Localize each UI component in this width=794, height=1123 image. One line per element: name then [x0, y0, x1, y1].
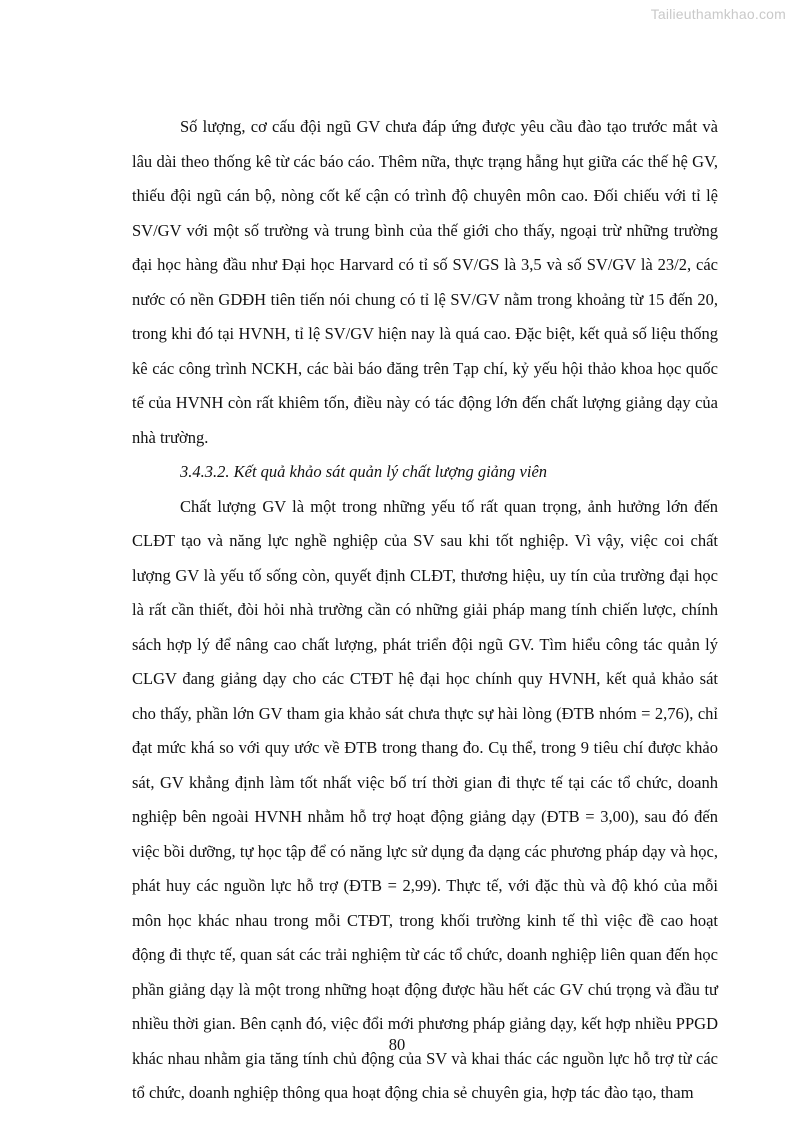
paragraph-2: Chất lượng GV là một trong những yếu tố rất quan trọng, ảnh hưởng lớn đến CLĐT tạo và năng lực nghề nghiệp của SV sau khi tốt nghiệp. Vì vậy, việc coi chất lượng GV là yếu tố sống còn, quyết định CLĐT, thương hiệu, uy tín của trường đại học là rất cần thiết, đòi hỏi nhà trường cần có những giải pháp mang tính chiến lược, chính sách hợp lý để nâng cao chất lượng, phát triển đội ngũ GV. Tìm hiểu công tác quản lý CLGV đang giảng dạy cho các CTĐT hệ đại học chính quy HVNH, kết quả khảo sát cho thấy, phần lớn GV tham gia khảo sát chưa thực sự hài lòng (ĐTB nhóm = 2,76), chỉ đạt mức khá so với quy ước về ĐTB trong thang đo. Cụ thể, trong 9 tiêu chí được khảo sát, GV khẳng định làm tốt nhất việc bố trí thời gian đi thực tế tại các tổ chức, doanh nghiệp bên ngoài HVNH nhằm hỗ trợ hoạt động giảng dạy (ĐTB = 3,00), sau đó đến việc bồi dưỡng, tự học tập để có năng lực sử dụng đa dạng các phương pháp dạy và học, phát huy các nguồn lực hỗ trợ (ĐTB = 2,99). Thực tế, với đặc thù và độ khó của mỗi môn học khác nhau trong mỗi CTĐT, trong khối trường kinh tế thì việc đề cao hoạt động đi thực tế, quan sát các trải nghiệm từ các tổ chức, doanh nghiệp liên quan đến học phần giảng dạy là một trong những hoạt động được hầu hết các GV chú trọng và đầu tư nhiều thời gian. Bên cạnh đó, việc đổi mới phương pháp giảng dạy, kết hợp nhiều PPGD khác nhau nhằm gia tăng tính chủ động của SV và khai thác các nguồn lực hỗ trợ từ các tổ chức, doanh nghiệp thông qua hoạt động chia sẻ chuyên gia, hợp tác đào tạo, tham — [132, 496, 718, 1102]
section-heading: 3.4.3.2. Kết quả khảo sát quản lý chất lượng giảng viên — [180, 462, 548, 481]
document-body — [132, 110, 718, 1111]
paragraph-1: Số lượng, cơ cấu đội ngũ GV chưa đáp ứng được yêu cầu đào tạo trước mắt và lâu dài theo thống kê từ các báo cáo. Thêm nữa, thực trạng hẫng hụt giữa các thế hệ GV, thiếu đội ngũ cán bộ, nòng cốt kế cận có trình độ chuyên môn cao. Đối chiếu với tỉ lệ SV/GV với một số trường và trung bình của thế giới cho thấy, ngoại trừ những trường đại học hàng đầu như Đại học Harvard có tỉ số SV/GS là 3,5 và số SV/GV là 23/2, các nước có nền GDĐH tiên tiến nói chung có tỉ lệ SV/GV nằm trong khoảng từ 15 đến 20, trong khi đó tại HVNH, tỉ lệ SV/GV hiện nay là quá cao. Đặc biệt, kết quả số liệu thống kê các công trình NCKH, các bài báo đăng trên Tạp chí, kỷ yếu hội thảo khoa học quốc tế của HVNH còn rất khiêm tốn, điều này có tác động lớn đến chất lượng giảng dạy của nhà trường. — [132, 117, 718, 447]
page-number: 80 — [388, 1035, 406, 1054]
watermark: Tailieuthamkhao.com — [650, 6, 786, 22]
